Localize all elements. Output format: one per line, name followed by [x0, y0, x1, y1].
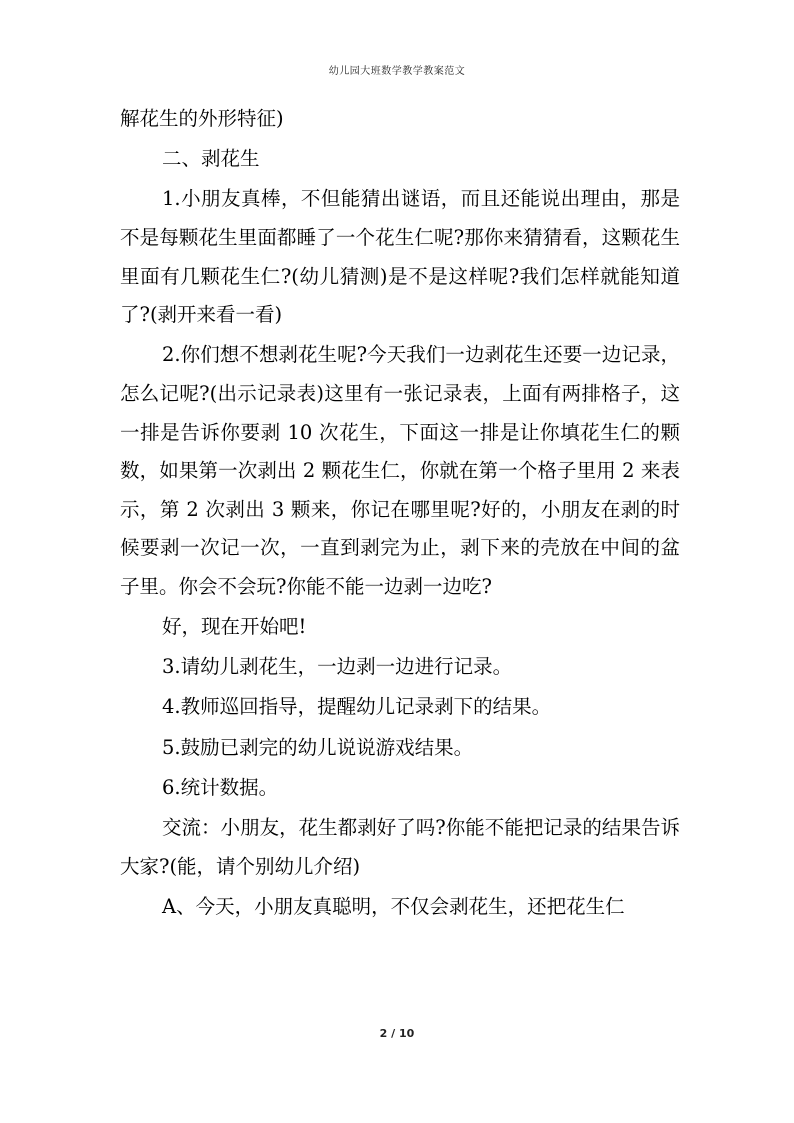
paragraph-step-1: 1.小朋友真棒，不但能猜出谜语，而且还能说出理由，那是不是每颗花生里面都睡了一个花生仁呢?那你来猜猜看，这颗花生里面有几颗花生仁?(幼儿猜测)是不是这样呢?我们怎样就能知道了?(剥开来看一看) [120, 187, 680, 327]
paragraph-step-6: 6.统计数据。 [162, 775, 279, 799]
document-body [120, 100, 680, 926]
paragraph-step-4: 4.教师巡回指导，提醒幼儿记录剥下的结果。 [162, 695, 552, 719]
section-heading: 二、剥花生 [162, 147, 260, 171]
paragraph-exchange: 交流：小朋友，花生都剥好了吗?你能不能把记录的结果告诉大家?(能，请个别幼儿介绍) [120, 816, 680, 878]
paragraph-a: A、今天，小朋友真聪明，不仅会剥花生，还把花生仁 [162, 894, 625, 918]
paragraph-step-2: 2.你们想不想剥花生呢?今天我们一边剥花生还要一边记录，怎么记呢?(出示记录表)这里有一张记录表，上面有两排格子，这一排是告诉你要剥 10 次花生，下面这一排是让你填花生仁的颗数，如果第一次剥出 2 颗花生仁，你就在第一个格子里用 2 来表示，第 2 次剥出 3 颗来，你记在哪里呢?好的，小朋友在剥的时候要剥一次记一次，一直到剥完为止，剥下来的壳放在中间的盆子里。你会不会玩?你能不能一边剥一边吃? [120, 343, 680, 598]
page-header-title: 幼儿园大班数学教学教案范文 [328, 66, 466, 77]
paragraph-start: 好，现在开始吧! [162, 615, 307, 639]
paragraph-step-3: 3.请幼儿剥花生，一边剥一边进行记录。 [162, 655, 513, 679]
page-number: 2 / 10 [379, 1027, 415, 1040]
paragraph-continuation: 解花生的外形特征) [120, 107, 284, 130]
paragraph-step-5: 5.鼓励已剥完的幼儿说说游戏结果。 [162, 735, 474, 759]
